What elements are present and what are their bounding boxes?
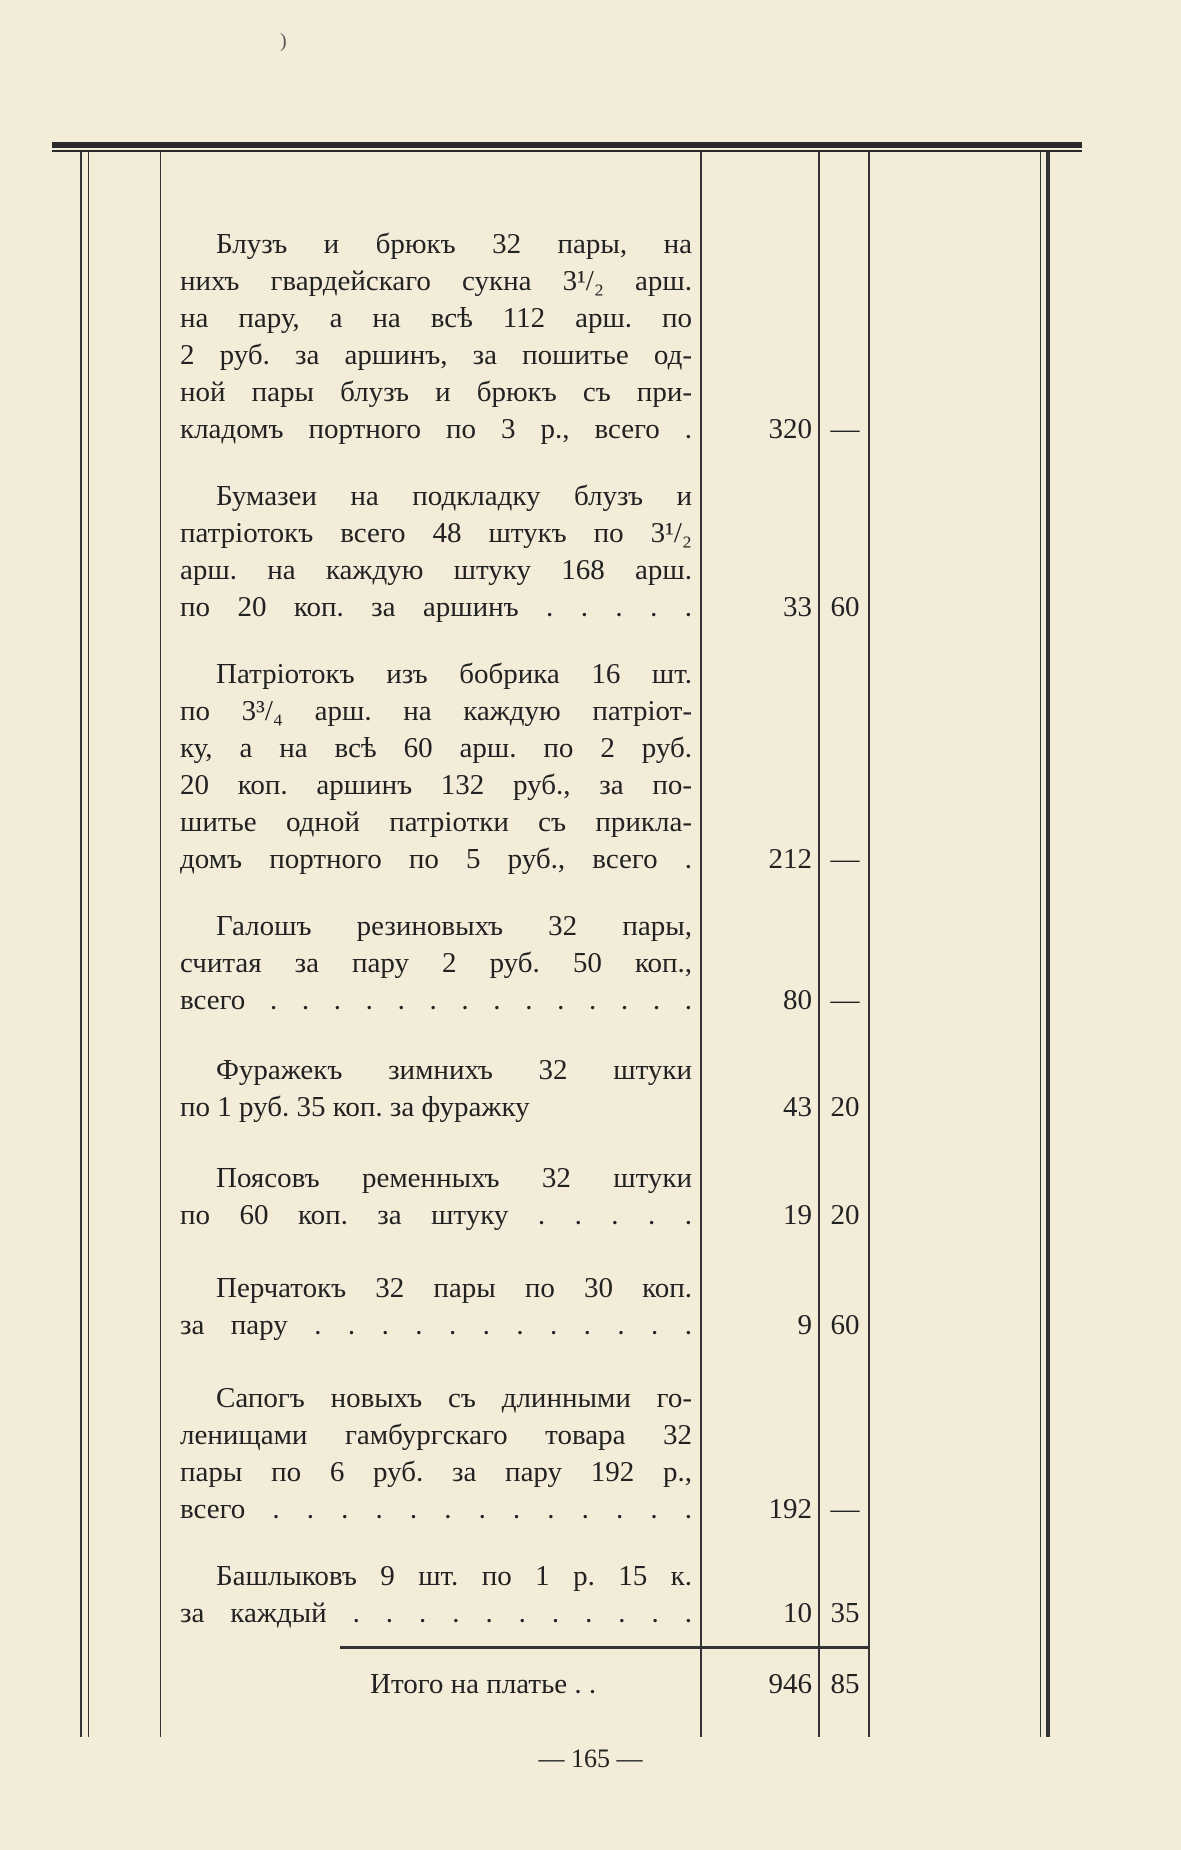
entry-poyasa bbox=[180, 1160, 692, 1234]
entry-line: Башлыковъ 9 шт. по 1 р. 15 к. bbox=[216, 1560, 692, 1592]
amount-kopecks: 20 bbox=[830, 1199, 860, 1231]
entry-line: ной пары блузъ и брюкъ съ при- bbox=[180, 376, 692, 408]
amount-kopecks: 20 bbox=[830, 1091, 860, 1123]
entry-galoshi bbox=[180, 908, 692, 1019]
amount-rubles: 33 bbox=[783, 591, 812, 623]
entry-line: всего . . . . . . . . . . . . . bbox=[180, 1493, 692, 1525]
left-border-line bbox=[80, 152, 82, 1737]
top-rule-thick bbox=[52, 142, 1082, 148]
amount-rubles: 192 bbox=[768, 1493, 812, 1525]
right-inner-line bbox=[1040, 152, 1041, 1737]
amount-rubles: 320 bbox=[768, 413, 812, 445]
entry-line: ку, а на всѣ 60 арш. по 2 руб. bbox=[180, 732, 692, 764]
entry-line: за пару . . . . . . . . . . . . bbox=[180, 1309, 692, 1341]
entry-line: по 20 коп. за аршинъ . . . . . bbox=[180, 591, 692, 623]
amount-kopecks: — bbox=[830, 413, 860, 445]
entry-line: Галошъ резиновыхъ 32 пары, bbox=[216, 910, 692, 942]
entry-line: по 1 руб. 35 коп. за фуражку bbox=[180, 1091, 530, 1123]
entry-line: нихъ гвардейскаго сукна 3¹/₂ арш. bbox=[180, 265, 692, 297]
entry-line: Бумазеи на подкладку блузъ и bbox=[216, 480, 692, 512]
kopecks-column-left-line bbox=[818, 152, 820, 1737]
entry-line: Перчатокъ 32 пары по 30 коп. bbox=[216, 1272, 692, 1304]
entry-patriotki bbox=[180, 656, 692, 878]
amount-kopecks: 35 bbox=[830, 1597, 860, 1629]
amount-rubles: 10 bbox=[783, 1597, 812, 1629]
entry-line: арш. на каждую штуку 168 арш. bbox=[180, 554, 692, 586]
amount-kopecks: — bbox=[830, 843, 860, 875]
total-label: Итого на платье . . bbox=[370, 1668, 597, 1700]
amount-rubles: 80 bbox=[783, 984, 812, 1016]
entry-perchatki bbox=[180, 1270, 692, 1344]
entry-line: всего . . . . . . . . . . . . . . bbox=[180, 984, 692, 1016]
amount-kopecks: 60 bbox=[830, 1309, 860, 1341]
amount-kopecks: 60 bbox=[830, 591, 860, 623]
amount-kopecks: — bbox=[830, 984, 860, 1016]
entry-line: на пару, а на всѣ 112 арш. по bbox=[180, 302, 692, 334]
entry-line: 2 руб. за аршинъ, за пошитье од- bbox=[180, 339, 692, 371]
entry-furazhki bbox=[180, 1052, 692, 1126]
text-column-left-line bbox=[160, 152, 161, 1737]
fold-mark: ) bbox=[280, 30, 287, 52]
entry-bumazeya bbox=[180, 478, 692, 626]
kopecks-column-right-line bbox=[868, 152, 870, 1737]
amount-kopecks: — bbox=[830, 1493, 860, 1525]
total-rubles: 946 bbox=[768, 1668, 812, 1700]
entry-line: за каждый . . . . . . . . . . . bbox=[180, 1597, 692, 1629]
entry-sapogi bbox=[180, 1380, 692, 1528]
entry-line: Блузъ и брюкъ 32 пары, на bbox=[216, 228, 692, 260]
entry-line: Поясовъ ременныхъ 32 штуки bbox=[216, 1162, 692, 1194]
top-rule-thin bbox=[52, 150, 1082, 152]
amount-rubles: 9 bbox=[797, 1309, 812, 1341]
entry-bluzy-bryuki bbox=[180, 226, 692, 448]
entry-line: 20 коп. аршинъ 132 руб., за по- bbox=[180, 769, 692, 801]
entry-line: ленищами гамбургскаго товара 32 bbox=[180, 1419, 692, 1451]
page-number: — 165 — bbox=[538, 1744, 643, 1773]
entry-line: по 3³/₄ арш. на каждую патріот- bbox=[180, 695, 692, 727]
entry-line: пары по 6 руб. за пару 192 р., bbox=[180, 1456, 692, 1488]
sum-rule bbox=[340, 1646, 868, 1649]
amount-rubles: 212 bbox=[768, 843, 812, 875]
left-inner-line bbox=[88, 152, 89, 1737]
entry-line: патріотокъ всего 48 штукъ по 3¹/₂ bbox=[180, 517, 692, 549]
entry-bashlyki bbox=[180, 1558, 692, 1632]
entry-line: Патріотокъ изъ бобрика 16 шт. bbox=[216, 658, 692, 690]
entry-line: считая за пару 2 руб. 50 коп., bbox=[180, 947, 692, 979]
entry-line: Сапогъ новыхъ съ длинными го- bbox=[216, 1382, 692, 1414]
amount-rubles: 19 bbox=[783, 1199, 812, 1231]
entry-line: по 60 коп. за штуку . . . . . bbox=[180, 1199, 692, 1231]
entry-line: шитье одной патріотки съ прикла- bbox=[180, 806, 692, 838]
amount-rubles: 43 bbox=[783, 1091, 812, 1123]
entry-line: домъ портного по 5 руб., всего . bbox=[180, 843, 692, 875]
entry-line: Фуражекъ зимнихъ 32 штуки bbox=[216, 1054, 692, 1086]
total-kopecks: 85 bbox=[830, 1668, 860, 1700]
right-border-line bbox=[1046, 152, 1050, 1737]
entry-line: кладомъ портного по 3 р., всего . bbox=[180, 413, 692, 445]
